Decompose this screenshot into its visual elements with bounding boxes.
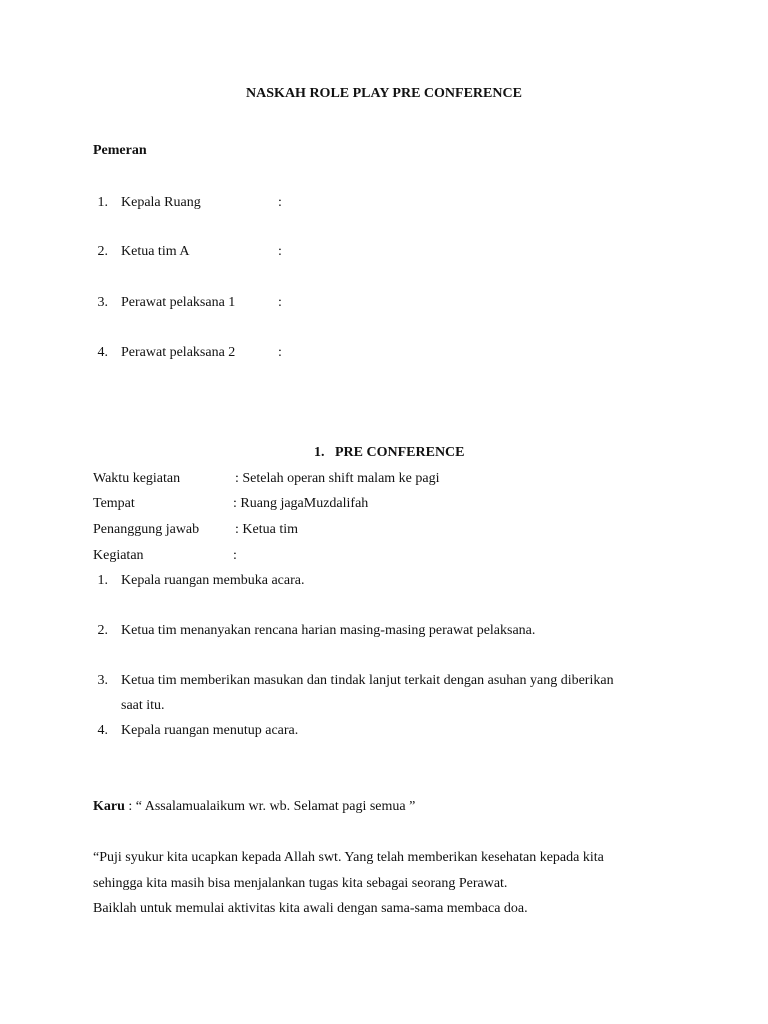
cast-role: Perawat pelaksana 1 [121,295,236,310]
cast-number: 1. [97,195,108,210]
activity-number: 4. [97,723,108,738]
activity-text-continuation: saat itu. [121,698,165,713]
cast-role: Kepala Ruang [121,195,201,210]
cast-number: 2. [97,244,108,259]
activity-number: 1. [97,573,108,588]
field-value: : Ruang jagaMuzdalifah [233,496,369,511]
section-heading: 1. PRE CONFERENCE [314,445,465,460]
cast-colon: : [278,195,282,210]
field-value: : [233,548,237,563]
cast-role: Perawat pelaksana 2 [121,345,236,360]
dialogue-line: Baiklah untuk memulai aktivitas kita awali dengan sama-sama membaca doa. [93,901,528,916]
cast-heading: Pemeran [93,143,147,158]
activity-number: 3. [97,673,108,688]
greeting-text: : “ Assalamualaikum wr. wb. Selamat pagi semua ” [124,799,416,814]
field-label: Tempat [93,496,135,511]
activity-text: Ketua tim menanyakan rencana harian masing-masing perawat pelaksana. [121,623,536,638]
field-label: Penanggung jawab [93,522,200,537]
cast-colon: : [278,345,282,360]
dialogue-line: “Puji syukur kita ucapkan kepada Allah swt. Yang telah memberikan kesehatan kepada kita [93,850,604,865]
activity-text: Ketua tim memberikan masukan dan tindak lanjut terkait dengan asuhan yang diberikan [121,673,614,688]
cast-colon: : [278,244,282,259]
dialogue-greeting-line [93,799,415,815]
cast-colon: : [278,295,282,310]
field-label: Waktu kegiatan [93,471,181,486]
activity-text: Kepala ruangan menutup acara. [121,723,299,738]
field-label: Kegiatan [93,548,144,563]
field-value: : Ketua tim [235,522,298,537]
activity-text: Kepala ruangan membuka acara. [121,573,305,588]
cast-role: Ketua tim A [121,244,190,259]
dialogue-line: sehingga kita masih bisa menjalankan tugas kita sebagai seorang Perawat. [93,876,508,891]
field-value: : Setelah operan shift malam ke pagi [235,471,440,486]
speaker-name: Karu [93,799,125,814]
document-title: NASKAH ROLE PLAY PRE CONFERENCE [246,86,522,101]
cast-number: 4. [97,345,108,360]
cast-number: 3. [97,295,108,310]
activity-number: 2. [97,623,108,638]
